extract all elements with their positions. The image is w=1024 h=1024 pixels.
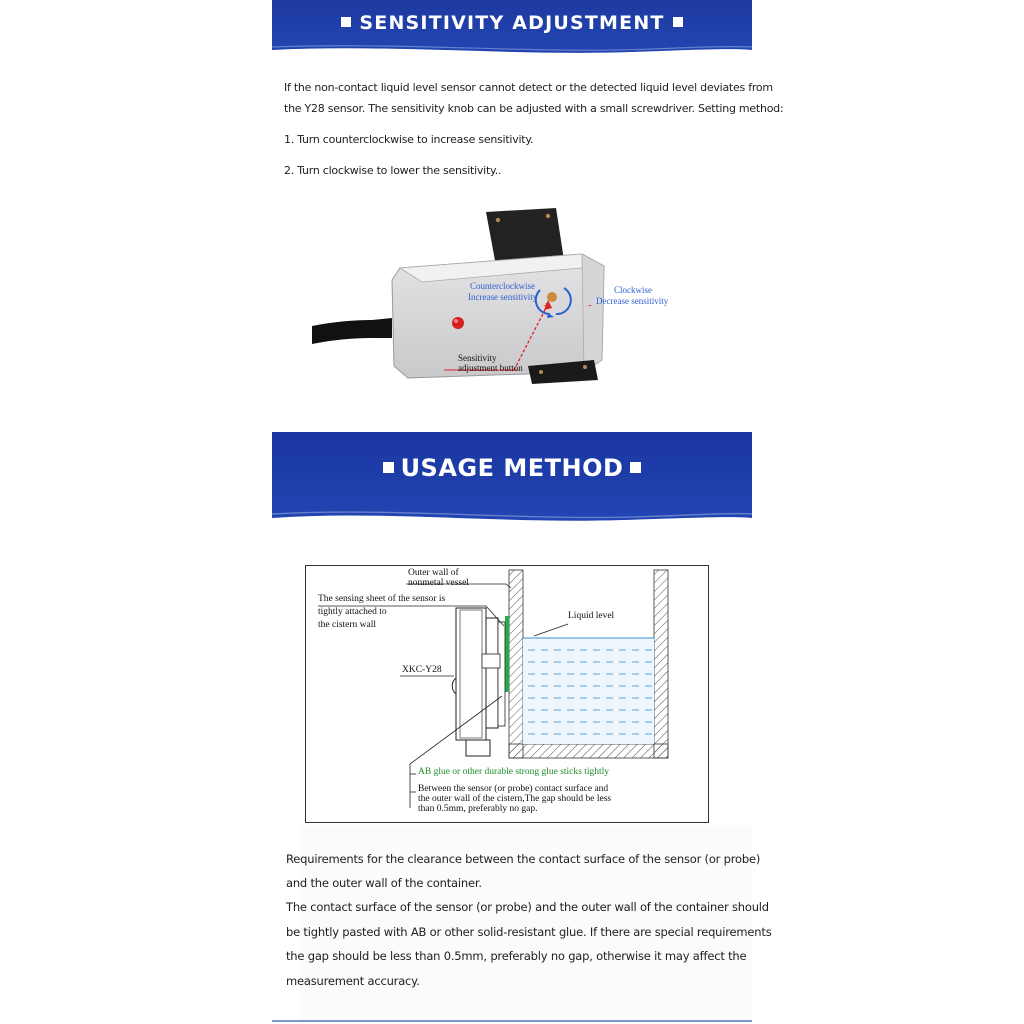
intro-paragraph-line: the Y28 sensor. The sensitivity knob can be adjusted with a small screwdriver. Setting method: xyxy=(284,102,784,115)
requirements-line: measurement accuracy. xyxy=(286,974,420,988)
product-detail-page xyxy=(272,0,784,1024)
outer-wall-label: nonmetal vessel xyxy=(408,578,469,588)
bottom-divider xyxy=(272,1020,752,1022)
sensing-sheet-label: The sensing sheet of the sensor is xyxy=(318,594,446,604)
ccw-label: Counterclockwise xyxy=(470,281,535,291)
sensing-sheet-label: tightly attached to xyxy=(318,607,387,617)
sensor-adjustment-illustration xyxy=(312,196,712,396)
section-banner-sensitivity xyxy=(272,0,752,62)
intro-paragraph-line: If the non-contact liquid level sensor cannot detect or the detected liquid level deviates from xyxy=(284,81,773,94)
outer-wall-label: Outer wall of xyxy=(408,568,459,578)
requirements-line: Requirements for the clearance between the contact surface of the sensor (or probe) xyxy=(286,852,761,866)
requirements-line: The contact surface of the sensor (or probe) and the outer wall of the container should xyxy=(286,900,769,914)
white-square-icon xyxy=(341,17,351,27)
glue-note: AB glue or other durable strong glue sticks tightly xyxy=(418,767,610,777)
model-label: XKC-Y28 xyxy=(402,665,442,675)
white-square-icon xyxy=(630,462,641,473)
cw-label: Clockwise xyxy=(614,285,652,295)
plus-sign: + xyxy=(543,300,550,312)
gap-note: the outer wall of the cistern,The gap should be less xyxy=(418,794,612,804)
button-label: adjustment button xyxy=(458,363,523,373)
ccw-sub-label: Increase sensitivity xyxy=(468,292,538,302)
liquid-level-label: Liquid level xyxy=(568,611,615,621)
usage-diagram xyxy=(305,565,709,823)
section-banner-usage xyxy=(272,432,752,530)
sensing-sheet-label: the cistern wall xyxy=(318,620,377,630)
section-title xyxy=(272,12,752,34)
gap-note: Between the sensor (or probe) contact surface and xyxy=(418,784,609,794)
requirements-line: the gap should be less than 0.5mm, preferably no gap, otherwise it may affect the xyxy=(286,949,747,963)
step-two: 2. Turn clockwise to lower the sensitivity.. xyxy=(284,164,502,177)
section-title-text: USAGE METHOD xyxy=(400,454,624,482)
minus-sign: - xyxy=(588,299,592,311)
section-title xyxy=(272,454,752,482)
requirements-line: be tightly pasted with AB or other solid-resistant glue. If there are special requirements xyxy=(286,925,772,939)
white-square-icon xyxy=(383,462,394,473)
button-label: Sensitivity xyxy=(458,353,497,363)
gap-note: than 0.5mm, preferably no gap. xyxy=(418,804,538,814)
white-square-icon xyxy=(673,17,683,27)
requirements-line: and the outer wall of the container. xyxy=(286,876,482,890)
cw-sub-label: Decrease sensitivity xyxy=(596,296,669,306)
step-one: 1. Turn counterclockwise to increase sensitivity. xyxy=(284,133,534,146)
section-title-text: SENSITIVITY ADJUSTMENT xyxy=(359,12,665,34)
